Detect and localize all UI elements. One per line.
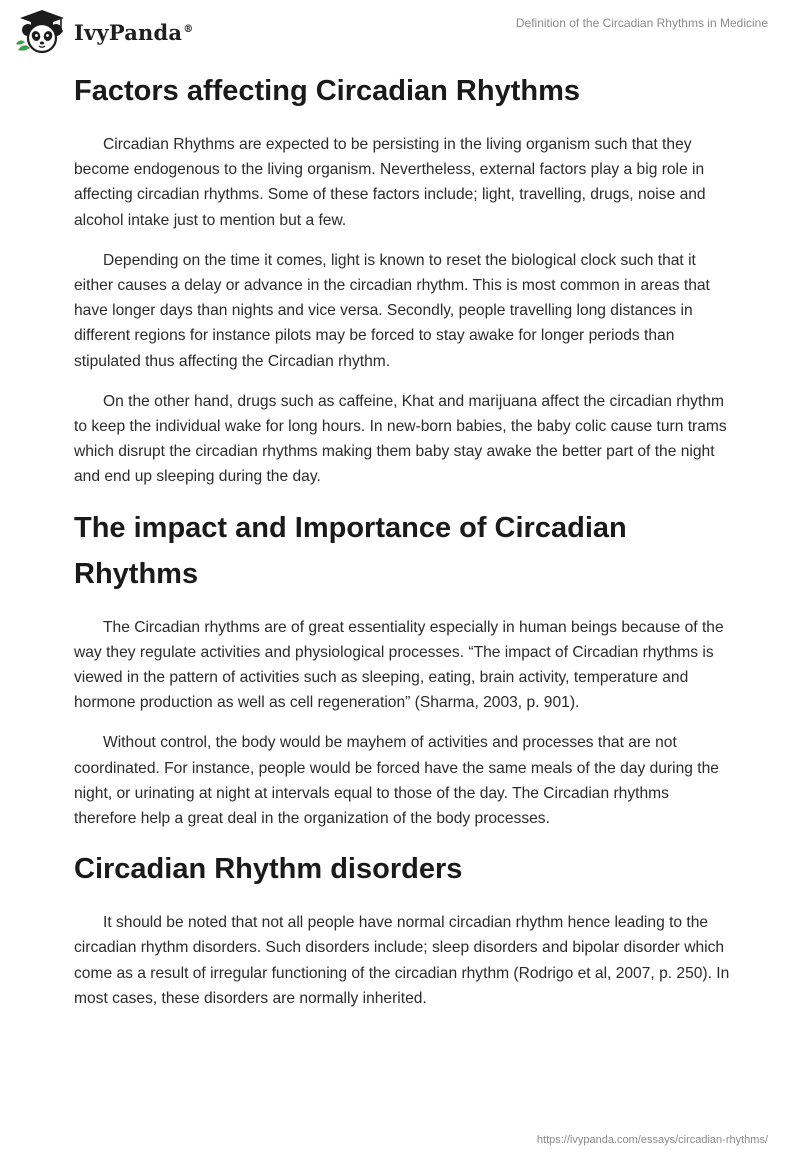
section-heading: Circadian Rhythm disorders: [74, 853, 463, 886]
section-impact: [74, 505, 730, 832]
source-url[interactable]: https://ivypanda.com/essays/circadian-rhythms/: [536, 1134, 768, 1146]
article-body: [74, 68, 730, 1026]
paragraph: The Circadian rhythms are of great essentiality especially in human beings because of the way they regulate activities and physiological processes. “The impact of Circadian rhythms is viewed in the pattern of activities such as sleeping, eating, brain activity, temperature and hormone production as well as cell regeneration” (Sharma, 2003, p. 901).: [74, 618, 724, 712]
ivypanda-logo[interactable]: [14, 8, 193, 54]
document-title: Definition of the Circadian Rhythms in Medicine: [515, 16, 768, 30]
page-header: [0, 0, 800, 60]
paragraph: Depending on the time it comes, light is known to reset the biological clock such that it either causes a delay or advance in the circadian rhythm. This is most common in areas that have longer days than nights and vice versa. Secondly, people travelling long distances in different regions for instance pilots may be forced to stay awake for longer periods than stipulated thus affecting the Circadian rhythm.: [74, 251, 710, 370]
paragraph: On the other hand, drugs such as caffeine, Khat and marijuana affect the circadian rhythm to keep the individual wake for long hours. In new-born babies, the baby colic cause turn trams which disrupt the circadian rhythms making them baby stay awake the better part of the night and end up sleeping during the day.: [74, 392, 727, 486]
paragraph: Without control, the body would be mayhem of activities and processes that are not coordinated. For instance, people would be forced have the same meals of the day during the night, or urinating at night at intervals equal to those of the day. The Circadian rhythms therefore help a great deal in the organization of the body processes.: [74, 734, 719, 828]
section-heading: The impact and Importance of Circadian Rhythms: [74, 511, 627, 590]
panda-graduate-logo-icon: [14, 8, 70, 54]
paragraph: Circadian Rhythms are expected to be persisting in the living organism such that they become endogenous to the living organism. Nevertheless, external factors play a big role in affecting circadian rhythms. Some of these factors include; light, travelling, drugs, noise and alcohol intake just to mention but a few.: [74, 136, 706, 229]
section-disorders: [74, 846, 730, 1011]
section-heading: Factors affecting Circadian Rhythms: [74, 75, 580, 107]
paragraph: It should be noted that not all people have normal circadian rhythm hence leading to the circadian rhythm disorders. Such disorders include; sleep disorders and bipolar disorder which come as a result of irregular functioning of the circadian rhythm (Rodrigo et al, 2007, p. 250). In most cases, these disorders are normally inherited.: [74, 914, 730, 1007]
section-factors: [74, 68, 730, 490]
brand-name: IvyPanda®: [74, 19, 194, 45]
